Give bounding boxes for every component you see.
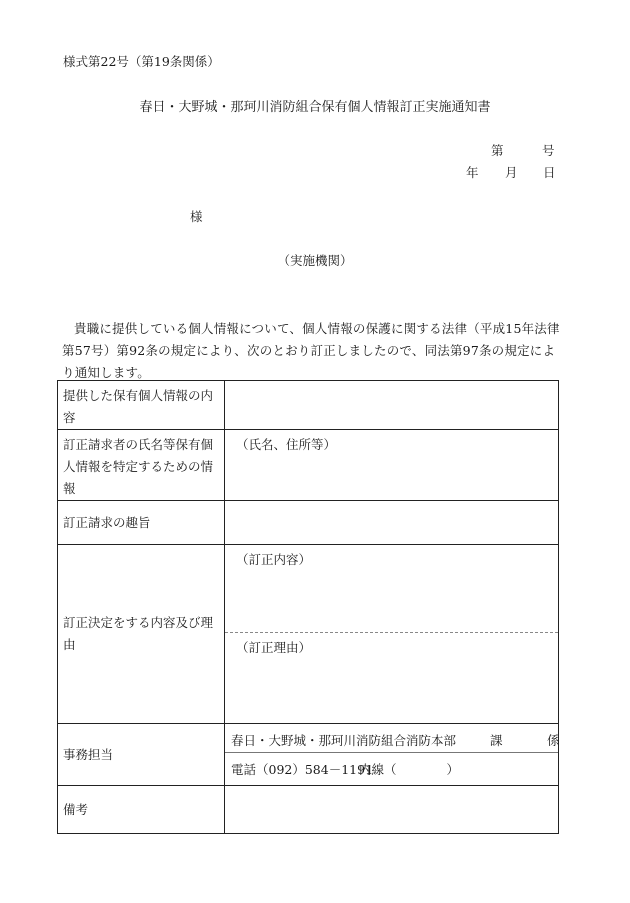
office-dept-row (225, 724, 558, 753)
document-title: 春日・大野城・那珂川消防組合保有個人情報訂正実施通知書 (139, 100, 491, 115)
office-value (225, 724, 559, 786)
request-purpose-value (225, 501, 559, 545)
row-request-purpose (58, 501, 559, 545)
request-purpose-label: 訂正請求の趣旨 (58, 501, 225, 545)
requester-label: 訂正請求者の氏名等保有個人情報を特定するための情報 (58, 430, 225, 501)
correction-content: （訂正内容） (225, 545, 558, 633)
row-remarks (58, 786, 559, 834)
date-day: 日 (543, 165, 556, 180)
form-number: 様式第22号（第19条関係） (63, 54, 220, 69)
provided-info-value (225, 381, 559, 430)
implementing-agency: （実施機関） (277, 253, 353, 268)
office-ext: 内線（ ） (359, 762, 460, 777)
office-section: 課 (490, 733, 503, 748)
row-requester (58, 430, 559, 501)
body-text: 貴職に提供している個人情報について、個人情報の保護に関する法律（平成15年法律第57号）第92条の規定により、次のとおり訂正しましたので、同法第97条の規定により通知します。 (62, 321, 560, 380)
office-staff: 係 (547, 733, 560, 748)
row-decision (58, 545, 559, 724)
decision-value (225, 545, 559, 724)
requester-value (225, 430, 559, 501)
office-label: 事務担当 (58, 724, 225, 786)
date-year: 年 (466, 165, 479, 180)
date-month: 月 (505, 165, 518, 180)
correction-reason: （訂正理由） (236, 640, 312, 655)
doc-number-gou: 号 (542, 143, 555, 158)
notice-form-table (57, 380, 559, 834)
remarks-value (225, 786, 559, 834)
office-tel-row (225, 753, 558, 782)
office-tel: 電話（092）584－1191 (231, 762, 374, 777)
provided-info-label: 提供した保有個人情報の内容 (58, 381, 225, 430)
decision-label: 訂正決定をする内容及び理由 (58, 545, 225, 724)
row-provided-info (58, 381, 559, 430)
office-dept: 春日・大野城・那珂川消防組合消防本部 (231, 733, 457, 748)
addressee-suffix: 様 (190, 209, 203, 224)
row-office (58, 724, 559, 786)
remarks-label: 備考 (58, 786, 225, 834)
requester-hint: （氏名、住所等） (236, 437, 337, 452)
doc-number-dai: 第 (491, 143, 504, 158)
